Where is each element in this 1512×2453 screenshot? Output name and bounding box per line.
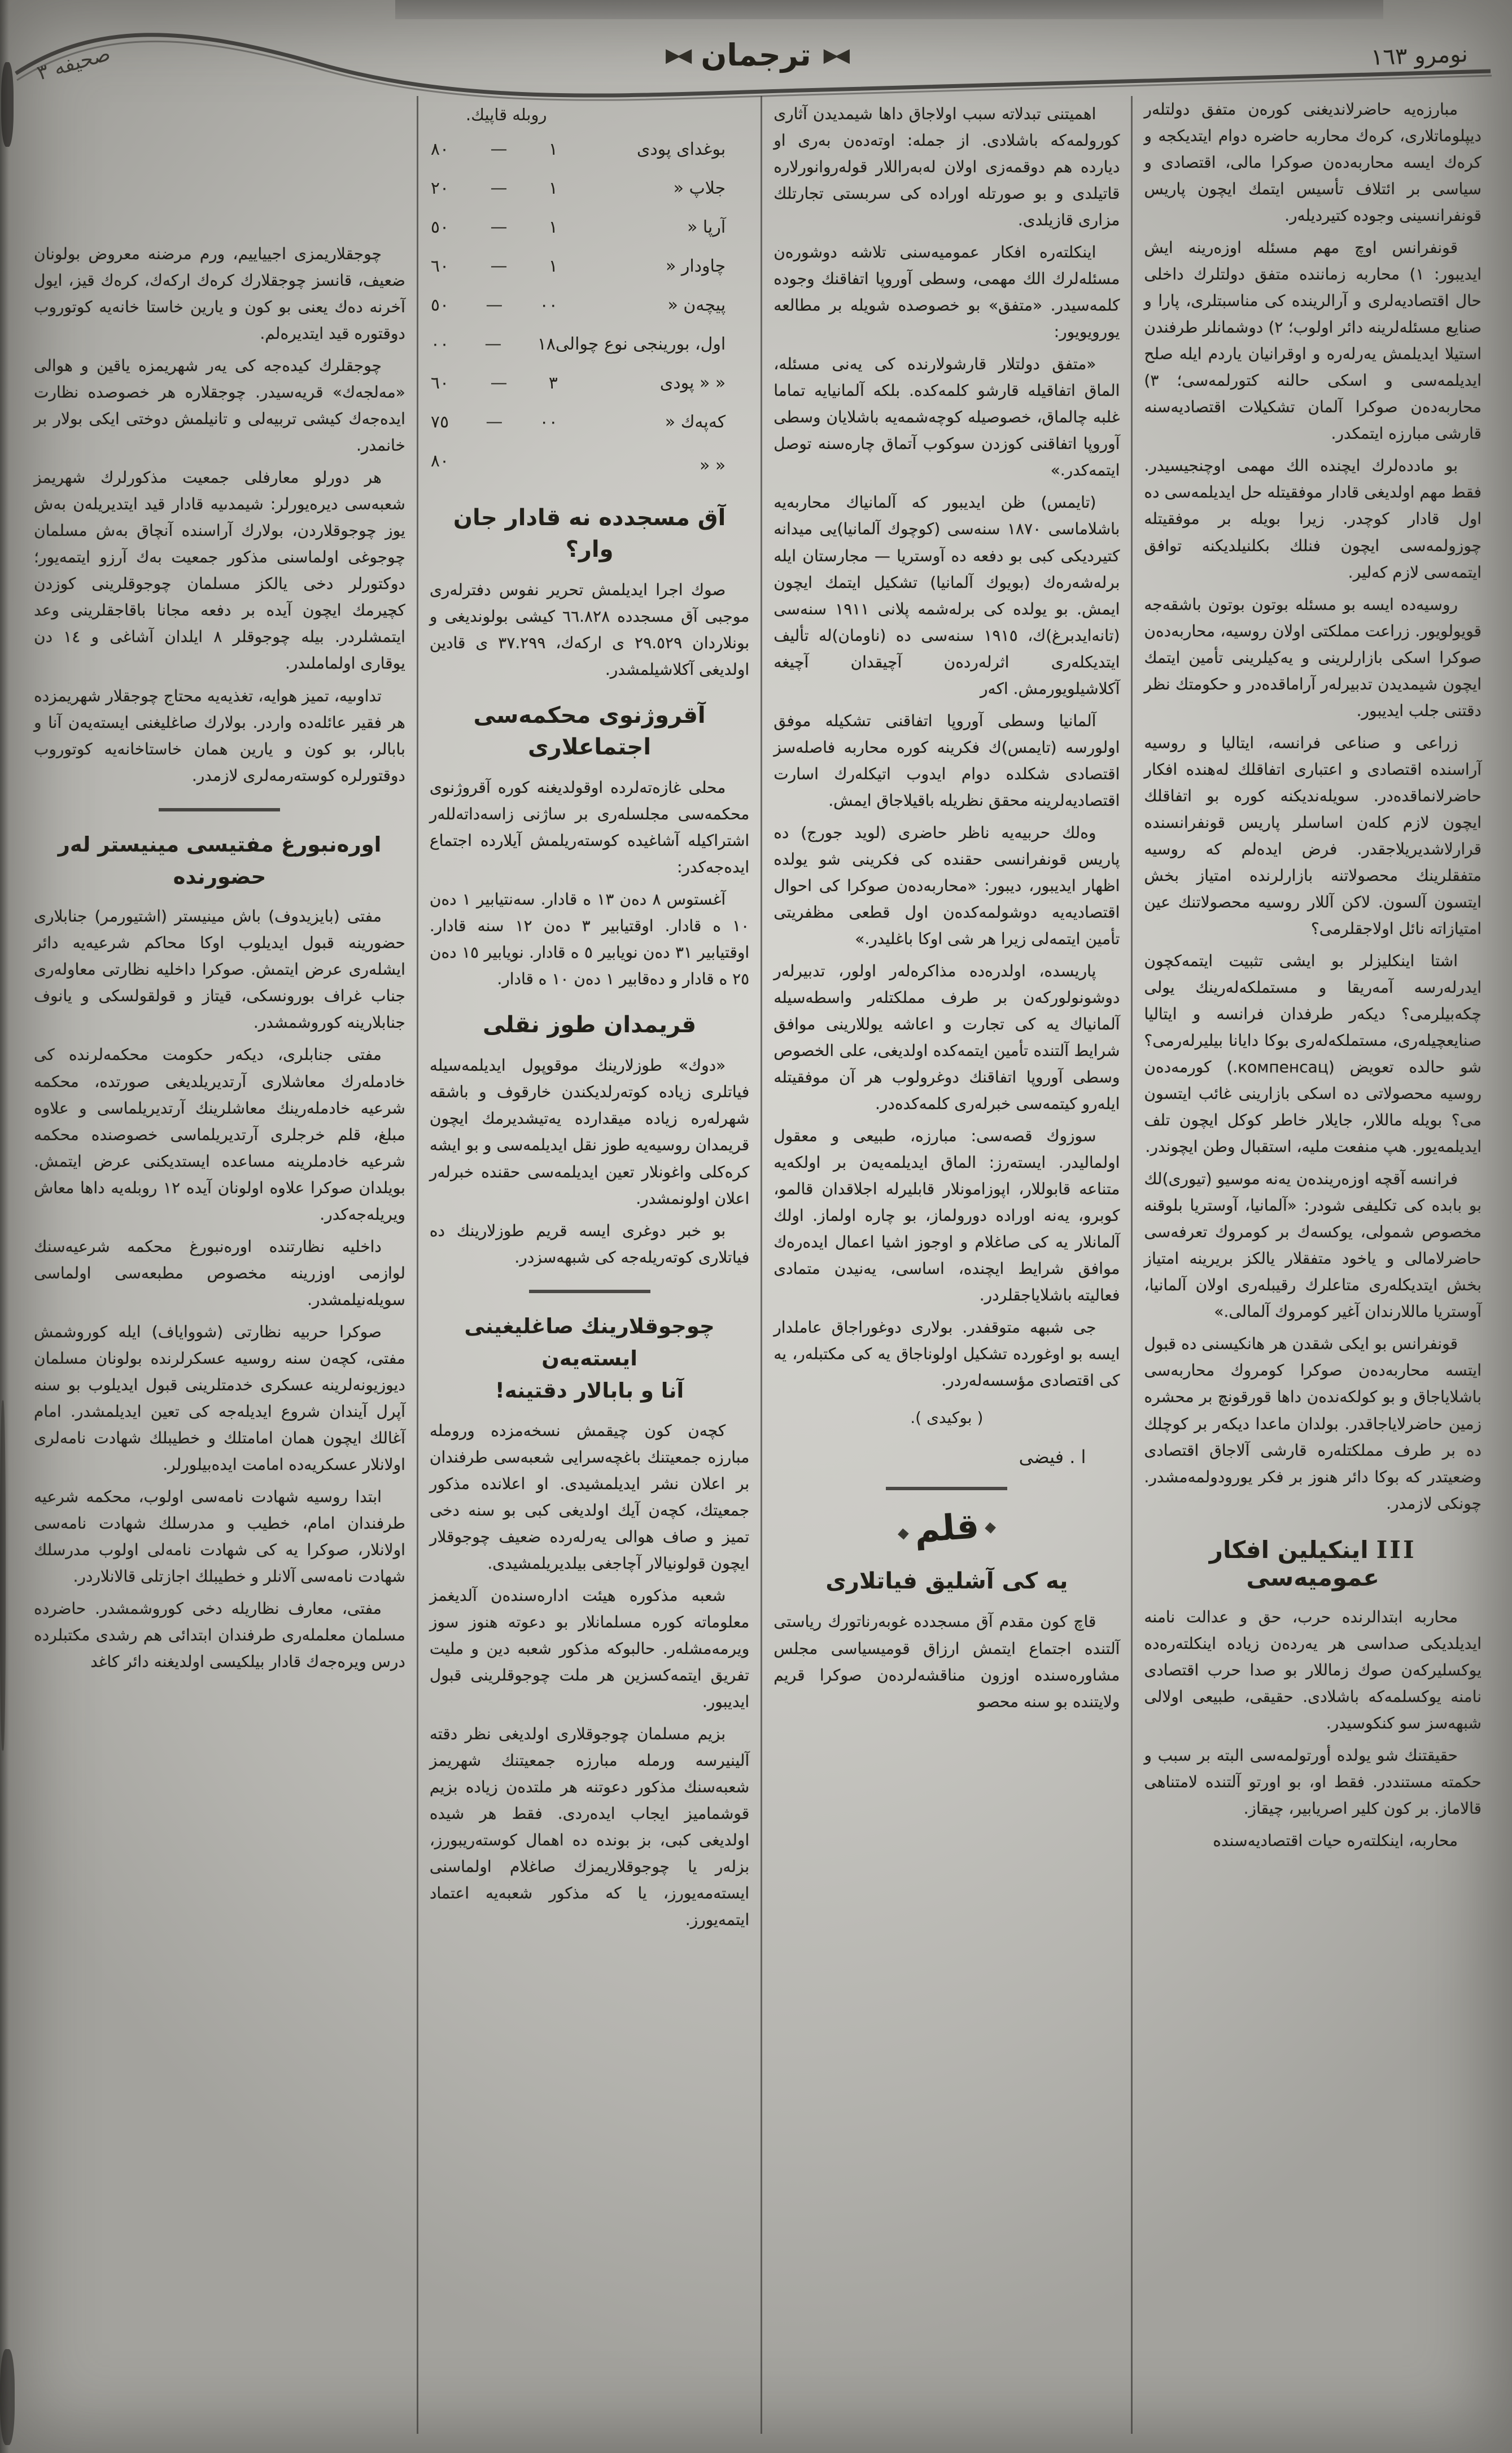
section-divider-rule xyxy=(886,1487,1007,1490)
price-table-row xyxy=(430,364,749,403)
price-table xyxy=(430,130,749,485)
price-kopeks: ٢٠ xyxy=(430,178,449,198)
price-kopeks: ٠٠ xyxy=(430,334,449,354)
price-item-label: « « پودى xyxy=(659,373,726,393)
headline-line: چوجوقلارينك صاغليغينى ايستەيەن xyxy=(464,1313,715,1370)
body-paragraph: مفتى (بايزيدوف) باش مينيستر (اشتيورمر) جنابلارى حضورينه قبول ايديلوب اوكا محاكم شرعيەيه دائر ايشلەرى عرض ايتمش. صوكرا داخليه نظارتى معاولەرى جناب غراف بورونسكى، قيتاز و قولقولسكى و يانوف جنابلارينه كوروشمشدر. xyxy=(34,907,405,1032)
body-paragraph: اهميتنى تبدلاته سبب اولاجاق داها شيمديدن آثارى كورولمەكه باشلادى. از جمله: اوتەدەن بەرى او ديارده هم دوقمەزى اولان لەبەراللار قولەروانورلاره قاتيلدى و بو صورتله اورادە كى سربستى تجارتلك مزارى قازيلدى. xyxy=(774,104,1120,230)
price-item-label: چاودار « xyxy=(665,256,726,276)
body-paragraph: كچەن كون چيقمش نسخەمزده ورومله مبارزه جمعيتنك باغچەسرايى شعبەسى طرفندان بر اعلان نشر ايديلمشيدى. او اعلانده مذكور جمعيتك، كچەن آيك اولديغى كبى بو سنه دخى تميز و صاف هوالى يەرلەرده ضعيف چوجوقلار ايچون قولونيالار آچاجغى بيلديريلمشيدى. xyxy=(429,1421,750,1573)
columns-container xyxy=(23,96,1493,2434)
body-paragraph: آلمانيا وسطى آوروپا اتفاقنى تشكيله موفق اولورسه (تايمس)ك فكرينه كوره محاربه فاصلەسز اقتصادى شكلده دوام ايدوب اتيكلەرك اسارت اقتصاديەلرينه محقق نظريله باقيلاجاق ايمش. xyxy=(774,711,1120,810)
price-values xyxy=(431,373,558,393)
price-table-row xyxy=(430,208,749,247)
headline-text: اينكيلين افكار عموميەسى xyxy=(1209,1535,1379,1591)
column-england-public-opinion xyxy=(761,96,1131,2434)
body-paragraph: سوزوك قصەسى: مبارزه، طبيعى و معقول اولماليدر. ايستەرز: الماق ايديلمەيەن بر اولكەيه متناعه قابوللار، اپوزامونلار قابليرله اجلاقدان قالمو، كوبرو، يەنه اوراده دورولماز، بو چاره اولماز. اولك آلمانلار يە كى صاغلام و اوجوز اشيا اعمال ايدەرەك موافق شرايط ايچنده، اساسى، يەنيدن متمادى فعاليته باشلاياجقلردر. xyxy=(774,1127,1120,1305)
body-paragraph: بو ماددەلرك ايچنده الك مهمى اوچنجيسيدر. فقط مهم اولديغى قادار موفقيتله حل ايديلمەسى ده اول قادار كوچدر. زيرا بويله بر موفقيتله چوزولمەسى ايچون فنلك بكلنيلديكنه توافق ايتمەسى لازم كەلير. xyxy=(1144,456,1482,582)
price-rubles: ١ xyxy=(548,139,558,159)
body-paragraph: زراعى و صناعى فرانسه، ايتاليا و روسيه آراسنده اقتصادى و اعتبارى اتفاقلك لەهنده افكار حاضرلانماقدەدر. سويلەنديكنه كوره بو اتفاقلك ايچون لازم كلەن اساسلر پاريس قونفرانسنده قرارلاشديريلاجقدر. فرض ايدەلم كه روسيه متفقلرينك محصولاتنه بازارلرنده امتياز بخش ايتسون آلسون. لاكن آللار روسيه محصولاتنك عين امتيازاته نائل اولاجقلرمى؟ xyxy=(1144,733,1482,938)
body-paragraph: چوجقلاريمزى اجيياييم، ورم مرضنه معروض بولونان ضعيف، قانسز چوجقلارك كرەك اركەك، كرەك قيز، ايول آخرنه دەك يعنى بو كون و يارين خاستا خانەيه كوتوروب دوقتوره قيد ايتديرەلم. xyxy=(34,245,405,343)
price-dash: — xyxy=(490,139,508,159)
ornament-text: قلم xyxy=(913,1505,981,1551)
price-table-row xyxy=(430,169,749,208)
price-table-row xyxy=(430,442,749,485)
body-paragraph: هر دورلو معارفلى جمعيت مذكورلرك شهريمز شعبەسى ديرەيورلر: شيمدىيه قادار قيد ايتديريلەن بەش يوز چوجوقلاردن، بولارك آراسنده آنچاق بەش مسلمان چوجوغى اولماسنى مذكور جمعيت بەك آرزو ايتمەيور؛ دوكتورلر دخى يالكز مسلمان چوجوقلرينى كوزدن كچيرمك ايچون آيده بر دفعه مجانا باقاجقلرينى وعد ايتمشلردر. بيلە چوجوقلر ٨ ايلدان آشاغى و ١٤ دن يوقارى اولماملىدر. xyxy=(34,468,405,673)
issue-number-label: نومرو ١٦٣ xyxy=(1370,41,1469,71)
headline-line: حضورنده xyxy=(173,864,266,889)
body-paragraph: اينكلتەرە افكار عموميەسنى تلاشه دوشورەن مسئلەلرك الك مهمى، وسطى آوروپا اتفاقنك وجوده كلمەسيدر. «متفق» بو خصوصده شويله بر مطالعه يورويويور: xyxy=(774,243,1120,342)
column-local-news xyxy=(417,96,761,2434)
price-dash: — xyxy=(490,178,508,198)
body-paragraph: صوكرا حربيه نظارتى (شوواياف) ايله كوروشمش مفتى، كچەن سنه روسيه عسكرلرنده بولونان مسلمان ديوزيونەلرينه عسكرى خدمتلرينى قبول ايديلوب بو سنه آپرل آيندان شروع ايديلەجە كى تعين ايديلمشدر. امام آغالك ايچون همان امامتلك و خطيبلك شهادت نامەلرى اولانلار عسكريەده امامت ايدەبيلورلر. xyxy=(34,1322,405,1474)
price-values xyxy=(431,412,558,432)
column-children-health-and-mufti xyxy=(23,96,417,2434)
page-number-label: صحيفه ٣ xyxy=(34,42,113,85)
body-paragraph: وەلك حربيەيه ناظر حاضرى (لويد جورج) ده پاريس قونفرانسى حقنده كى فكرينى شو يولده اظهار ايديبور، ديبور: «محاربەدەن صوكرا كى احوال اقتصاديەيه دوشولمەكدەن اول قطعى مظفريتى تأمين ايتمەلى زيرا هر شى اوكا باغليدر.» xyxy=(774,823,1120,948)
price-dash: — xyxy=(486,295,503,315)
price-kopeks: ٥٠ xyxy=(430,295,449,315)
price-table-row xyxy=(430,403,749,442)
section-headline-numbered xyxy=(1144,1536,1482,1591)
section-headline-two-line xyxy=(430,1310,749,1407)
price-rubles: ١ xyxy=(548,256,558,276)
price-rubles: ٣ xyxy=(548,373,558,393)
section-headline: آق مسجدده نه قادار جان وار؟ xyxy=(453,505,726,562)
price-table-row xyxy=(430,247,749,286)
body-paragraph: مبارزەيه حاضرلانديغنى كورەن متفق دولتلەر ديپلوماتلارى، كرەك محاربه حاضره دوام ايتديكجه و كرەك ايسه محاربەدەن صوكرا مالى، اقتصادى و سياسى بر ائتلاف تأسيس ايتمك ايچون پاريس قونفرانسينى وجوده كتيرديلەر. xyxy=(1144,100,1482,225)
body-paragraph: صوك اجرا ايديلمش تحرير نفوس دفترلەرى موجبى آق مسجدده ٦٦.٨٢٨ كيشى بولونديغى و بونلاردان ٢٩.٥٢٩ ى اركەك، ٣٧.٢٩٩ ى قادين اولديغى آكلاشيلمشدر. xyxy=(429,580,750,679)
body-paragraph: حقيقتنك شو يولده أورتولمەسى البته بر سبب و حكمته مستنددر. فقط او، بو اورتو آلتنده لامتناهى قالاماز. بر كون كلير اصريابير، چيقاز. xyxy=(1144,1745,1482,1818)
diamond-icon: ◆ xyxy=(984,1518,997,1537)
price-item-label: اول، بورينجى نوع چوالى xyxy=(555,334,726,354)
price-rubles: ٠٠ xyxy=(539,295,558,315)
body-paragraph: پاريسده، اولدرەده مذاكرەلەر اولور، تدبيرلەر دوشونولوركەن بر طرف مملكتلەر واسطەسيله آلمانياك يە كى تجارت و اعاشه يوللارينى موافق شرايط آلتنده تأمين ايتمەكده اولديغى، على الخصوص وسطى آوروپا اتفاقنك دوغرولوب هر آن موفقيتله ايلەرو كيتمەسى خبرلەرى كلمەكدەدر. xyxy=(774,961,1120,1114)
body-paragraph: قونفرانس اوچ مهم مسئله اوزەرينه ايش ايديبور: ١) محاربه زماننده متفق دولتلرك داخلى حال اقتصاديەلرى و آرالرينده كى مناسبتلرى، پارا و صنايع مسئلەلرينه دائر اولوب؛ ٢) دوشمانلر طرفندن استيلا ايديلمش يەرلەره و اوقرانيان ياردم ايله صلح ايديلمەسى و اسكى حالنه كتورلمەسى؛ ٣) محاربەدەن صوكرا آلمان تشكيلات اقتصاديەسنه قارشى مبارزه ايتمكدر. xyxy=(1144,238,1482,443)
price-rubles: ١ xyxy=(548,178,558,198)
price-kopeks: ٥٠ xyxy=(430,217,449,237)
price-kopeks: ٦٠ xyxy=(430,256,449,276)
price-values xyxy=(431,178,558,198)
price-rubles: ١٨ xyxy=(537,334,556,354)
calligraphic-ornament xyxy=(772,1495,1121,1561)
body-paragraph: داخليه نظارتنده اورەنبورغ محكمه شرعيەسنك لوازمى اوزرينه مخصوص مطبعەسى اولماسى سويلەنيلمشدر. xyxy=(34,1237,405,1309)
body-paragraph: روسيەده ايسه بو مسئله بوتون بوتون باشقەجه قويولويور. زراعت مملكتى اولان روسيه، محاربەدەن صوكرا اسكى بازارلرينى و يەكيلرينى تأمين ايتمك ايچون شيمديدن تدبيرلەر آراماقدەدر و حكومتك نظر دقتنى جلب ايديبور. xyxy=(1144,595,1482,720)
headline-line: اورەنبورغ مفتيسى مينيستر لەر xyxy=(58,832,382,857)
section-headline-two-line xyxy=(34,828,405,893)
body-paragraph: اشتا اينكليزلر بو ايشى تثبيت ايتمەكچون ايدرلەرسه آمەريقا و مستملكەلەرينك يولى چكەبيلرمى؟ ديكەر طرفدان فرانسه و ايتاليا صنايعچيلەرى، مستملكەلەرى بوكا دايانا بيليرلەرمى؟ شو حالده تعويض (компенсац.) كورمەدەن روسيه محصولاتى ده اسكى بازارينى غائب ايتسون مى؟ بويله ماللار، جايلار خاطر كوكل ايچون تلف ايديلمەيور. هپ منفعت مليه، استقبال وطن ايچوندر. xyxy=(1144,951,1482,1156)
price-dash: — xyxy=(490,256,508,276)
price-values xyxy=(431,217,558,237)
price-rubles: ١ xyxy=(548,217,558,237)
roman-numeral: III xyxy=(1376,1535,1417,1564)
price-values xyxy=(431,451,558,471)
price-item-label: پيچەن « xyxy=(667,295,726,315)
body-paragraph: محاربه، اينكلتەره حيات اقتصاديەسنده xyxy=(1213,1831,1458,1850)
price-rubles: ٠٠ xyxy=(539,412,558,432)
body-paragraph: فرانسه آقچه اوزەريندەن يەنه موسيو (تيورى)لك بو بابدە كى تكليفى شودر: «آلمانيا، آوستريا بلوقنه مخصوص شمولى، يوكسەك بر كومروك تعرفەسى حاضرلامالى و ياخود متفقلار يالكز بريرينه امتياز بخش ايتديكلەرى متاعلرك رقيبلەرى اولان آلمانيا، آوستريا ماللارندان آغير كومروك آلمالى.» xyxy=(1144,1169,1482,1321)
price-table-row xyxy=(430,286,749,325)
body-paragraph: قونفرانس بو ايكى شقدن هر هانكيسنى ده قبول ايتسه محاربەدەن صوكرا كومروك محاربەسى باشلاياجاق و بو كولكەندەن داها قورقونچ بر محشره زمين حاضرلاياجاقدر. بولدان ماعدا ديكەر بر كوچلك ده بر طرف مملكتلەره قارشى آلاجاق اقتصادى وضعيتدر كه بوكا دائر هنوز بر فكر يورودولمەمشدر. چونكى لازمدر. xyxy=(1144,1334,1482,1513)
price-item-label: بوغداى پودى xyxy=(636,139,726,159)
body-paragraph: چوجقلرك كيدەجە كى يەر شهريمزه ياقين و هوالى «مەلجەك» قريەسيدر. چوجقلاره هر خصوصده نظارت ايدەجەك كيشى تربيەلى و تانيلمش دوختى ايكى بولار بر خانمدر. xyxy=(34,356,405,455)
price-dash: — xyxy=(490,217,508,237)
body-paragraph: محاربه ابتدالرنده حرب، حق و عدالت نامنه ايديلديكى صداسى هر يەردەن زياده اينكلتەرەده يوكسليركەن صوك زماللار بو صدا حرب اقتصادى نامنه يوكسلمەكه باشلادى. حقيقى، طبيعى اولالى شبهەسز سو كنكوسيدر. xyxy=(1144,1607,1482,1732)
price-values xyxy=(431,139,558,159)
ink-smudge xyxy=(0,1400,6,1751)
price-values xyxy=(431,256,558,276)
price-kopeks: ٨٠ xyxy=(430,451,449,471)
ink-smudge xyxy=(0,2349,15,2445)
column-paris-conference xyxy=(1131,96,1493,2434)
body-paragraph: قاچ كون مقدم آق مسجدده غوبەرناتورك رياستى آلتنده اجتماع ايتمش ارزاق قوميسياسى مجلس مشاورەسنده اوزون مناقشەلردەن صوكرا قريم ولايتنده بو سنه محصو xyxy=(774,1612,1120,1711)
price-table-header: روبله قاپيك. xyxy=(465,105,547,124)
section-divider-rule xyxy=(529,1290,650,1293)
author-signature: ا . فيضى xyxy=(1019,1446,1086,1468)
price-values xyxy=(431,295,558,315)
body-paragraph: محلى غازەتەلرده اوقولديغنه كوره آقروژنوى محكمەسى مجلسلەرى بر ساژنى زاسەداتەللەر اشتراكيله آشاغيده كوستەريلمش آيلارده اجتماع ايدەجەكدر: xyxy=(429,778,750,877)
masthead-left-ornament-icon: ◀▶ xyxy=(823,43,846,67)
section-headline: قريمدان طوز نقلى xyxy=(483,1012,697,1038)
body-paragraph: «دوك» طوزلارينك موقوپول ايديلمەسيله فياتلرى زياده كوتەرلديكندن خارقوف و باشقه شهرلەره زياده ميقدارده يەتيشديرمك ايچون قريمدان روسيەيه طوز نقل ايديلمەسى و بو ايشه كرەكلى واغونلار تعين ايديلمەسى حقنده خبرلەر اعلان اولونمشدر. xyxy=(429,1056,750,1208)
price-kopeks: ٦٠ xyxy=(430,373,449,393)
price-item-label: كەپەك « xyxy=(665,412,726,432)
price-table-row xyxy=(430,325,749,364)
price-table-row xyxy=(430,130,749,169)
body-paragraph: بزيم مسلمان چوجوقلارى اولديغى نظر دقته آلينيرسه ورمله مبارزه جمعيتنك شهريمز شعبەسنك مذكور دعوتنه هر ملتدەن زياده بزيم قوشماميز ايجاب ايدەردى. فقط هر شيده اولديغى كبى، بز بونده ده اهمال كوستەريبورز، بزلەر يا چوجوقلاريمزك صاغلام اولماسنى ايستەمەيورز، يا كه مذكور شعبەيه اعتماد ايتمەيورز. xyxy=(429,1725,750,1930)
price-item-label: آرپا « xyxy=(687,217,726,237)
page-left-edge-shadow xyxy=(0,0,9,2453)
body-paragraph: آغستوس ٨ دەن ١٣ ه قادار. سەنتيابير ١ دەن ١٠ ه قادار. اوقتيابير ٣ دەن ١٢ سنه قادار. اوقتيابير ٣١ دەن نويابير ٥ ه قادار. نويابير ١٥ دەن ٢٥ ه قادار و دەقابير ١ دەن ١٠ ه قادار. xyxy=(429,890,750,989)
body-paragraph: مفتى، معارف نظاريله دخى كوروشمشدر. حاضرده مسلمان معلملەرى طرفندان ابتدائى هم رشدى مكتبلرده درس ويرەجەك قادار بيلكيسى اولديغنه دائر كاغد xyxy=(34,1599,405,1671)
price-dash: — xyxy=(490,373,508,393)
price-kopeks: ٧٥ xyxy=(430,412,449,432)
price-values xyxy=(431,334,556,354)
body-paragraph: شعبه مذكوره هيئت ادارەسندەن آلديغمز معلوماته كوره مسلمانلار بو دعوته هنوز سوز ويرمەمشلەر. حالبوكه مذكور شعبه دين و مليت تفريق ايتمەكسزين هر ملت چوجوقلرينى قبول ايديبور. xyxy=(429,1586,750,1711)
price-kopeks: ٨٠ xyxy=(430,139,449,159)
masthead-title: ترجمان xyxy=(701,37,811,73)
body-paragraph: ابتدا روسيه شهادت نامەسى اولوب، محكمه شرعيه طرفندان امام، خطيب و مدرسلك شهادت نامەسى اولانلار، صوكرا يە كى شهادت نامەلى اولوب مدرسلك شهادت نامەسى آلانلر و خطيبلك اجازتلى قالانلاردر. xyxy=(34,1487,405,1586)
section-headline: آقروژنوى محكمەسى اجتماعلارى xyxy=(473,702,706,761)
body-paragraph: بو خبر دوغرى ايسه قريم طوزلارينك ده فياتلارى كوتەريلەجە كى شبهەسزدر. xyxy=(429,1221,750,1267)
masthead-right-ornament-icon: ◀▶ xyxy=(666,43,689,67)
section-headline: يە كى آشليق فياتلارى xyxy=(825,1568,1068,1595)
body-paragraph: جى شبهه متوقفدر. بولارى دوغوراجاق عاملدار ايسه بو اوغورده تشكيل اولوناجاق يە كى مكتبلەر، يە كى اقتصادى مؤسسەلەردر. xyxy=(774,1318,1120,1390)
price-item-label: جلاپ « xyxy=(673,178,726,198)
headline-line: آنا و بابالار دقتينه! xyxy=(495,1378,684,1403)
body-paragraph: (تايمس) ظن ايديبور كه آلمانياك محاربەيه باشلاماسى ١٨٧٠ سنەسى (كوچوك آلمانيا)يى ميدانه كتيرديكى كبى بو دفعه ده آوستريا — مجارستان ايله برلەشەرەك (بويوك آلمانيا) تشكيل ايتمك ايچون ايمش. بو يولدە كى برلەشمه پلانى ١٩١١ سنەسى (تانەايدبرغ)ك، ١٩١٥ سنەسى ده (ناومان)لە تأليف ايتديكلەرى اثرلەردەن آچيقدان آچيغه آكلاشيلويورمش. اكەر xyxy=(774,493,1120,698)
continuation-note: ( بوكيدى ). xyxy=(910,1408,984,1428)
body-paragraph: تداوىيه، تميز هوايه، تغذيەيه محتاج چوجقلار شهريمزده هر فقير عائلەده واردر. بولارك صاغليغنى ايستەيەن آنا و بابالر، بو كون و يارين همان خاستاخانەيه كوتوروب دوقتورلره كوستەرمەلرى لازمدر. xyxy=(34,686,405,785)
price-dash: — xyxy=(486,412,503,432)
section-divider-rule xyxy=(159,808,280,811)
body-paragraph: «متفق دولتلار قارشولارنده كى يەنى مسئله، الماق اتفاقيله قارشو كلمەكده. بلكه آلمانيايه تماما غلبه چالماق، خصوصيله كوچەشمەيه باشلايان وسطى آوروپا اتفاقنى كوزدن سوكوب آتماق چارەسنه توصل ايتمەكدر.» xyxy=(774,355,1120,480)
price-dash: — xyxy=(484,334,502,354)
body-paragraph: مفتى جنابلرى، ديكەر حكومت محكمەلرنده كى خادملەرك معاشلارى آرتديريلديغى صورتده، محكمه شرعيه خادملەرينك معاشلرينك آرتديريلماسى و علاوه مبلغ، قلم خرجلرى آرتديريلماسى خصوصنده محكمه شرعيه خادملرينه مساعده ايستديكنى عرض ايتمش. بويلدان صوكرا علاوه اولونان آيده ١٢ روبلەيه داها معاش ويريلەجەكدر. xyxy=(34,1045,405,1224)
diamond-icon: ◆ xyxy=(897,1525,910,1543)
price-item-label: « « xyxy=(699,456,726,475)
